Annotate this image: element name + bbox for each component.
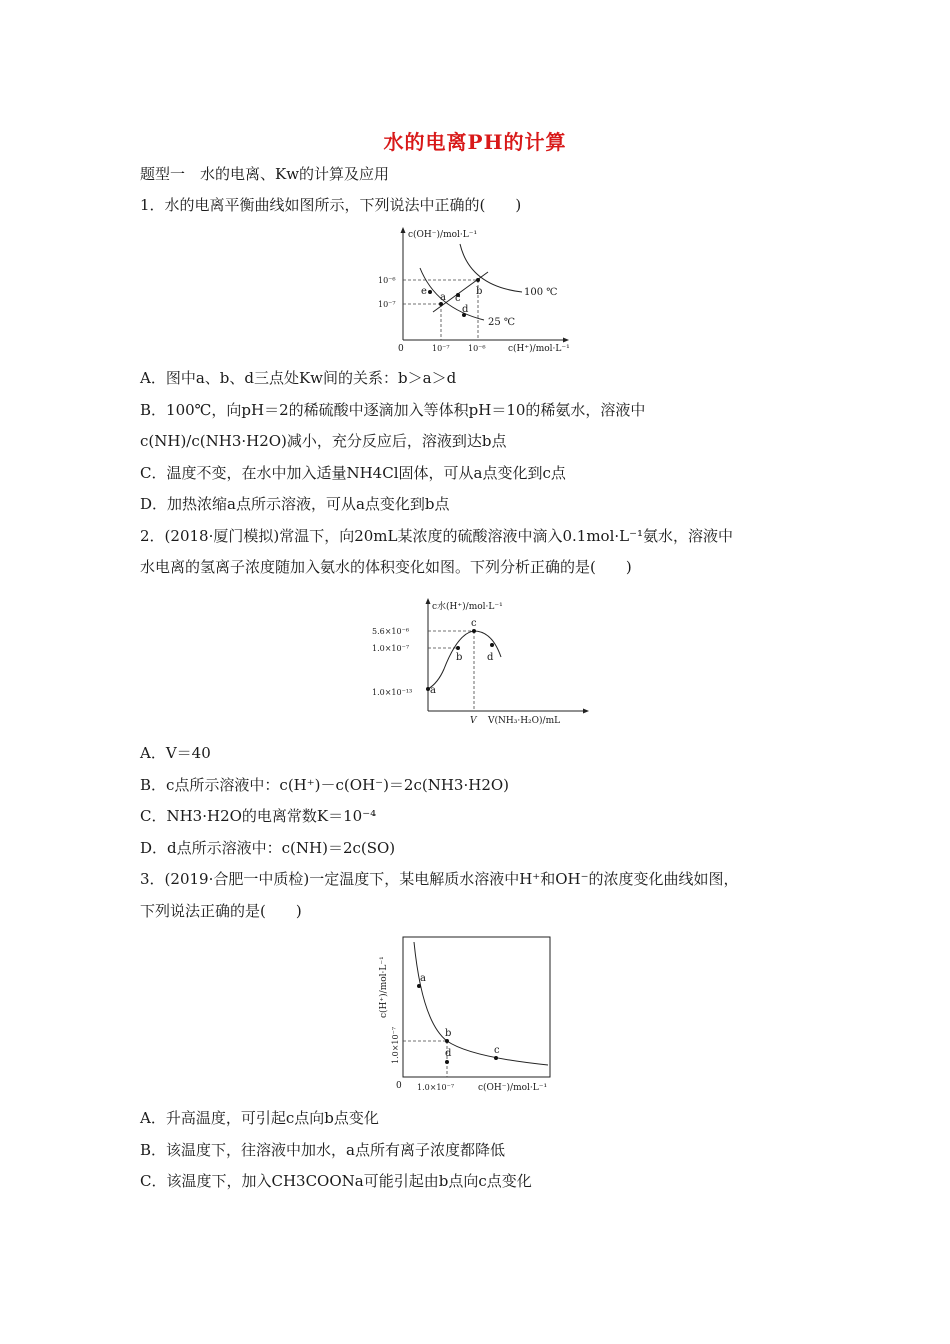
q1-ylabel: c(OH⁻)/mol·L⁻¹ [408, 230, 478, 240]
q1-xtick-1e-6: 10⁻⁶ [468, 344, 486, 353]
q3-label-a: a [420, 973, 426, 984]
q3-option-b: B．该温度下，往溶液中加水，a点所有离子浓度都降低 [140, 1141, 505, 1159]
point-c [472, 629, 476, 633]
point-b [476, 278, 480, 282]
point-c [494, 1056, 498, 1060]
q3-xlabel: c(OH⁻)/mol·L⁻¹ [478, 1083, 548, 1093]
q1-curve-100c-label: 100 ℃ [524, 287, 558, 298]
point-e [428, 290, 432, 294]
q2-label-a: a [430, 685, 436, 696]
q2-ytick-1e-7: 1.0×10⁻⁷ [372, 644, 410, 653]
q2-ytick-1e-13: 1.0×10⁻¹³ [372, 688, 413, 697]
q1-origin: 0 [398, 344, 404, 354]
section-heading: 题型一 水的电离、Kw的计算及应用 [140, 165, 390, 183]
q2-stem-line1: 2．(2018·厦门模拟)常温下，向20mL某浓度的硫酸溶液中滴入0.1mol·L⁻¹氨水，溶液中 [140, 527, 734, 545]
q3-label-c: c [494, 1045, 500, 1056]
q2-option-c: C．NH3·H2O的电离常数K＝10⁻⁴ [140, 807, 377, 825]
point-b [456, 646, 460, 650]
q2-ytick-5.6e-6: 5.6×10⁻⁶ [372, 627, 410, 636]
q2-ylabel: c水(H⁺)/mol·L⁻¹ [432, 602, 503, 612]
q2-option-b: B．c点所示溶液中：c(H⁺)－c(OH⁻)＝2c(NH3·H2O) [140, 776, 510, 794]
q2-label-b: b [456, 652, 463, 663]
point-a [417, 984, 421, 988]
q3-xtick: 1.0×10⁻⁷ [417, 1083, 455, 1092]
q3-figure [370, 932, 585, 1097]
q1-ytick-1e-7: 10⁻⁷ [378, 300, 396, 309]
q2-xtick-v: V [470, 716, 477, 726]
q2-stem-line2: 水电离的氢离子浓度随加入氨水的体积变化如图。下列分析正确的是( ) [140, 558, 632, 576]
q1-option-a: A．图中a、b、d三点处Kw间的关系：b＞a＞d [140, 369, 457, 387]
q1-label-e: e [421, 286, 427, 297]
page-title: 水的电离PH的计算 [383, 130, 567, 154]
q1-label-a: a [440, 292, 446, 303]
q2-figure [368, 593, 598, 729]
q2-option-d: D．d点所示溶液中：c(NH)＝2c(SO) [140, 839, 396, 857]
q2-label-c: c [471, 618, 477, 629]
q1-label-c: c [455, 293, 461, 304]
q2-option-a: A．V＝40 [140, 744, 211, 762]
q1-ytick-1e-6: 10⁻⁶ [378, 276, 396, 285]
q1-option-c: C．温度不变，在水中加入适量NH4Cl固体，可从a点变化到c点 [140, 464, 566, 482]
q3-label-b: b [445, 1028, 452, 1039]
point-d [445, 1060, 449, 1064]
q2-label-d: d [487, 652, 494, 663]
q3-origin: 0 [396, 1081, 402, 1091]
q1-option-d: D．加热浓缩a点所示溶液，可从a点变化到b点 [140, 495, 450, 513]
q3-label-d: d [445, 1048, 452, 1059]
q1-stem: 1．水的电离平衡曲线如图所示，下列说法中正确的( ) [140, 196, 522, 214]
q3-option-a: A．升高温度，可引起c点向b点变化 [140, 1109, 379, 1127]
q3-option-c: C．该温度下，加入CH3COONa可能引起由b点向c点变化 [140, 1172, 532, 1190]
q3-ylabel: c(H⁺)/mol·L⁻¹ [379, 956, 389, 1018]
q1-xlabel: c(H⁺)/mol·L⁻¹ [508, 344, 570, 354]
q3-ytick: 1.0×10⁻⁷ [391, 1026, 400, 1064]
point-d [490, 643, 494, 647]
q2-xlabel: V(NH₃·H₂O)/mL [488, 716, 561, 726]
q1-option-b-line1: B．100℃，向pH＝2的稀硫酸中逐滴加入等体积pH＝10的稀氨水，溶液中 [140, 401, 646, 419]
q1-label-d: d [462, 304, 469, 315]
q1-option-b-line2: c(NH)/c(NH3·H2O)减小，充分反应后，溶液到达b点 [140, 432, 507, 450]
q1-figure [370, 224, 580, 356]
point-b [445, 1039, 449, 1043]
q1-xtick-1e-7: 10⁻⁷ [432, 344, 450, 353]
q3-stem-line1: 3．(2019·合肥一中质检)一定温度下，某电解质水溶液中H⁺和OH⁻的浓度变化曲线如图， [140, 870, 739, 888]
q3-stem-line2: 下列说法正确的是( ) [140, 902, 302, 920]
q1-label-b: b [476, 286, 483, 297]
q1-curve-25c-label: 25 ℃ [488, 317, 516, 328]
